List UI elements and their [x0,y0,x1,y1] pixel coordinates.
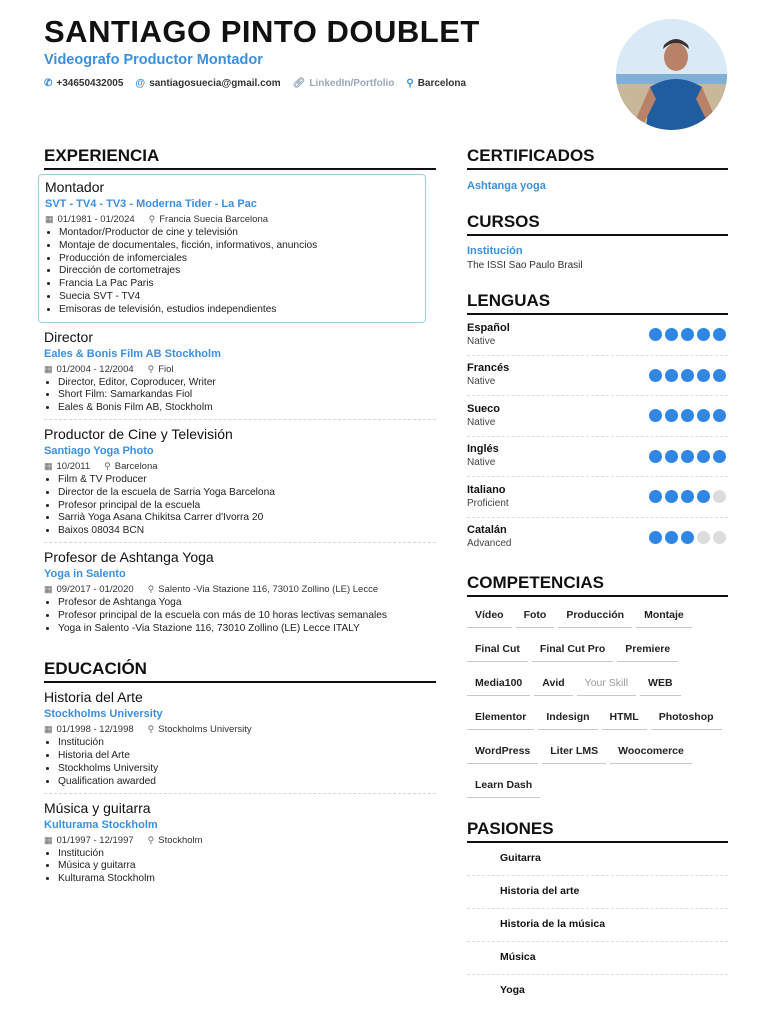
at-icon: @ [135,78,146,89]
rating-dot-filled [665,490,678,503]
language-level: Proficient [467,497,509,509]
linkedin-text: LinkedIn/Portfolio [309,78,395,89]
edu-location: Stockholm [158,834,203,846]
rating-dot-filled [713,369,726,382]
rating-dot-filled [697,369,710,382]
rating-dot-filled [681,409,694,422]
calendar-icon: ▦ [44,460,53,471]
language-level: Native [467,335,496,347]
language-row[interactable] [467,437,728,478]
language-name: Español [467,321,510,334]
certificates-heading: CERTIFICADOS [467,146,728,170]
language-name: Italiano [467,483,506,496]
linkedin-contact[interactable] [293,78,395,89]
bullet: • Kulturama Stockholm [58,873,436,886]
job-bullets [44,377,436,415]
job-company: Yoga in Salento [44,567,126,580]
language-level: Native [467,416,496,428]
location-pin-icon: ⚲ [406,78,414,89]
job-bullets [45,227,419,317]
job-location: Fiol [158,363,174,375]
bullet: • Eales & Bonis Film AB, Stockholm [58,402,436,415]
skill-chip[interactable]: Indesign [538,705,597,730]
bullet: • Montaje de documentales, ficción, informativos, anuncios [59,240,419,253]
job-dates: 10/2011 [56,460,91,472]
education-entry[interactable] [44,683,436,793]
job-title: Productor de Cine y Televisión [44,425,233,442]
experience-entry[interactable] [38,174,426,323]
rating-dot-filled [681,369,694,382]
calendar-icon: ▦ [44,834,53,845]
job-bullets [44,597,436,635]
language-rating [649,369,726,382]
rating-dot-empty [713,490,726,503]
edu-dates: 01/1997 - 12/1997 [56,834,134,846]
bullet: • Director, Editor, Coproducer, Writer [58,377,436,390]
rating-dot-filled [649,369,662,382]
passion-item[interactable]: Guitarra [467,843,728,876]
rating-dot-filled [713,328,726,341]
location-pin-icon: ⚲ [147,583,155,594]
skill-chip[interactable]: HTML [602,705,647,730]
experience-heading: EXPERIENCIA [44,146,436,170]
education-entry[interactable] [44,794,436,890]
language-row[interactable] [467,396,728,437]
language-rating [649,490,726,503]
language-name: Francés [467,362,510,375]
link-icon: 🔗︎ [292,78,306,89]
rating-dot-filled [649,450,662,463]
rating-dot-filled [713,409,726,422]
skill-chip[interactable]: Montaje [636,603,692,628]
skill-chip[interactable]: Elementor [467,705,534,730]
bullet: • Qualification awarded [58,776,436,789]
school-name: Stockholms University [44,708,163,721]
bullet: • Institución [58,848,436,861]
language-rating [649,531,726,544]
skills-list [467,603,728,807]
bullet: • Film & TV Producer [58,474,436,487]
edu-dates: 01/1998 - 12/1998 [56,724,134,736]
language-name: Inglés [467,443,499,456]
rating-dot-filled [665,450,678,463]
skill-chip[interactable]: Your Skill [577,671,636,696]
skill-chip[interactable]: Final Cut [467,637,528,662]
rating-dot-filled [665,369,678,382]
skill-chip[interactable]: Woocomerce [610,739,692,764]
rating-dot-filled [697,490,710,503]
calendar-icon: ▦ [44,583,53,594]
rating-dot-filled [681,450,694,463]
bullet: • Short Film: Samarkandas Fiol [58,389,436,402]
job-dates: 09/2017 - 01/2020 [56,583,134,595]
bullet: • Profesor principal de la escuela [58,500,436,513]
job-company: SVT - TV4 - TV3 - Moderna Tider - La Pac [45,198,257,210]
passion-item[interactable]: Música [467,942,728,975]
location-pin-icon: ⚲ [147,363,155,374]
rating-dot-empty [713,531,726,544]
experience-entry[interactable] [44,543,436,639]
skill-chip[interactable]: Foto [516,603,555,628]
edu-bullets [44,737,436,788]
skill-chip[interactable]: Avid [534,671,572,696]
left-column [44,146,436,890]
rating-dot-filled [665,328,678,341]
courses-heading: CURSOS [467,212,728,236]
bullet: • Suecia SVT - TV4 [59,291,419,304]
bullet: • Música y guitarra [58,860,436,873]
phone-contact[interactable] [44,78,123,89]
language-rating [649,328,726,341]
bullet: • Profesor de Ashtanga Yoga [58,597,436,610]
degree-title: Música y guitarra [44,799,151,816]
rating-dot-filled [665,409,678,422]
location-text: Barcelona [417,78,467,89]
bullet: • Francia La Pac Paris [59,278,419,291]
candidate-name: SANTIAGO PINTO DOUBLET [44,14,480,49]
contact-bar [44,78,466,89]
job-title: Profesor de Ashtanga Yoga [44,548,214,565]
rating-dot-filled [681,490,694,503]
languages-heading: LENGUAS [467,291,728,315]
rating-dot-filled [697,409,710,422]
rating-dot-filled [649,328,662,341]
language-row[interactable] [467,477,728,518]
bullet: • Yoga in Salento -Via Stazione 116, 73010 Zollino (LE) Lecce ITALY [58,623,436,636]
email-text: santiagosuecia@gmail.com [149,78,281,89]
rating-dot-filled [681,328,694,341]
job-location: Barcelona [114,460,158,472]
languages-list [467,315,728,557]
education-heading: EDUCACIÓN [44,659,436,683]
bullet: • Baixos 08034 BCN [58,525,436,538]
bullet: • Institución [58,737,436,750]
job-dates: 01/2004 - 12/2004 [56,363,134,375]
bullet: • Historia del Arte [58,750,436,763]
skill-chip[interactable]: Liter LMS [542,739,606,764]
job-dates: 01/1981 - 01/2024 [57,214,135,225]
skill-chip[interactable]: Producción [558,603,632,628]
profile-photo [616,19,727,130]
school-name: Kulturama Stockholm [44,818,158,831]
course-name[interactable]: Institución [467,245,523,257]
location-pin-icon: ⚲ [147,724,155,735]
location-pin-icon: ⚲ [148,214,156,224]
passion-item[interactable]: Historia del arte [467,876,728,909]
rating-dot-empty [697,531,710,544]
rating-dot-filled [649,490,662,503]
language-rating [649,450,726,463]
bullet: • Emisoras de televisión, estudios independientes [59,304,419,317]
skill-chip[interactable]: WEB [640,671,681,696]
bullet: • Sarrià Yoga Asana Chikitsa Carrer d'Ivorra 20 [58,512,436,525]
location-pin-icon: ⚲ [104,460,111,471]
rating-dot-filled [665,531,678,544]
skill-chip[interactable]: Photoshop [651,705,722,730]
bullet: • Producción de infomerciales [59,253,419,266]
job-location: Salento -Via Stazione 116, 73010 Zollino (LE) Lecce [158,583,379,595]
language-rating [649,409,726,422]
rating-dot-filled [681,531,694,544]
job-company: Eales & Bonis Film AB Stockholm [44,347,221,360]
language-level: Native [467,376,496,388]
skills-heading: COMPETENCIAS [467,573,728,597]
bullet: • Dirección de cortometrajes [59,265,419,278]
job-company: Santiago Yoga Photo [44,444,154,457]
skill-chip[interactable]: Vídeo [467,603,512,628]
bullet: • Profesor principal de la escuela con más de 10 horas lectivas semanales [58,610,436,623]
location-contact [406,78,466,89]
bullet: • Stockholms University [58,763,436,776]
rating-dot-filled [697,450,710,463]
experience-entry[interactable] [44,420,436,543]
bullet: • Director de la escuela de Sarria Yoga Barcelona [58,487,436,500]
passion-item[interactable]: Historia de la música [467,909,728,942]
location-pin-icon: ⚲ [147,834,155,845]
phone-text: +34650432005 [56,78,124,89]
calendar-icon: ▦ [44,724,53,735]
edu-location: Stockholms University [158,724,252,736]
job-location: Francia Suecia Barcelona [159,214,269,225]
course-org: The ISSI Sao Paulo Brasil [467,260,583,271]
experience-entry[interactable] [44,323,436,420]
skill-chip[interactable]: WordPress [467,739,538,764]
calendar-icon: ▦ [44,363,53,374]
rating-dot-filled [713,450,726,463]
certificate-item[interactable]: Ashtanga yoga [467,180,546,192]
skill-chip[interactable]: Media100 [467,671,530,696]
language-row[interactable] [467,356,728,397]
email-contact[interactable] [135,78,280,89]
job-title: Director [44,328,94,345]
passion-item[interactable]: Yoga [500,984,525,996]
degree-title: Historia del Arte [44,689,143,706]
language-level: Native [467,457,496,469]
passions-heading: PASIONES [467,819,728,843]
edu-bullets [44,848,436,886]
skill-chip[interactable]: Learn Dash [467,773,540,798]
calendar-icon: ▦ [45,214,54,224]
rating-dot-filled [697,328,710,341]
candidate-title: Videografo Productor Montador [44,52,263,68]
language-name: Sueco [467,402,501,415]
language-level: Advanced [467,538,512,550]
skill-chip[interactable]: Final Cut Pro [532,637,613,662]
job-title: Montador [45,179,105,195]
language-row[interactable] [467,518,728,558]
language-name: Catalán [467,524,507,537]
passions-list [467,843,728,1007]
language-row[interactable] [467,315,728,356]
job-bullets [44,474,436,538]
right-column [467,146,728,1007]
bullet: • Montador/Productor de cine y televisión [59,227,419,240]
phone-icon: ✆ [44,78,53,89]
rating-dot-filled [649,531,662,544]
skill-chip[interactable]: Premiere [617,637,678,662]
rating-dot-filled [649,409,662,422]
